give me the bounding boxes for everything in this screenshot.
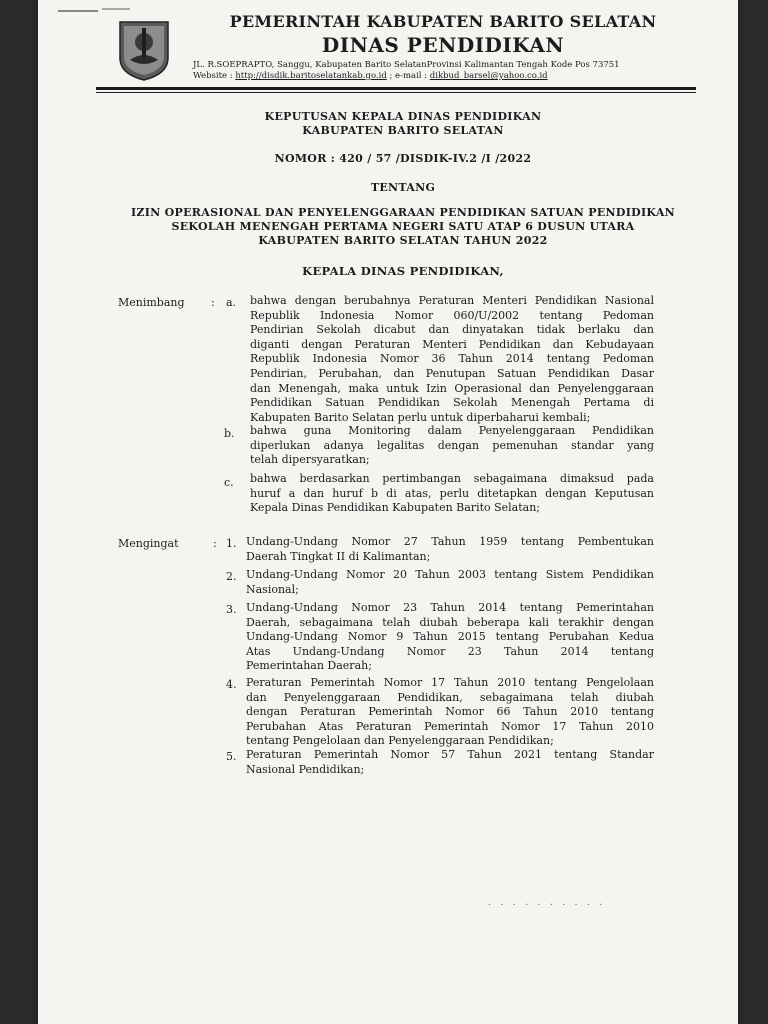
- text-line: telah dipersyaratkan;: [250, 453, 370, 467]
- mengingat-item: [246, 748, 654, 777]
- text-line: Pendidikan Satuan Pendidikan Sekolah Menengah Pertama di: [250, 396, 654, 410]
- menimbang-colon: :: [211, 296, 215, 309]
- menimbang-mark: b.: [224, 427, 235, 440]
- text-line: Pendirian, Perubahan, dan Penutupan Satuan Pendidikan Dasar: [250, 366, 654, 380]
- header-rule-thick: [96, 87, 696, 90]
- mengingat-mark: 5.: [226, 750, 237, 763]
- agency-name: DINAS PENDIDIKAN: [321, 33, 565, 57]
- document-page: [38, 0, 738, 1024]
- regency-emblem-logo: [118, 20, 170, 82]
- menimbang-item: [250, 294, 654, 425]
- text-line: Kepala Dinas Pendidikan Kabupaten Barito Selatan;: [250, 501, 541, 515]
- header-rule-thin: [96, 92, 696, 93]
- text-line: Undang-Undang Nomor 23 Tahun 2014 tentang Pemerintahan: [246, 601, 654, 614]
- mengingat-label: Mengingat: [118, 537, 179, 550]
- text-line: Kabupaten Barito Selatan perlu untuk diperbaharui kembali;: [250, 410, 591, 424]
- text-line: Nasional Pendidikan;: [246, 762, 365, 776]
- email-label: ; e-mail :: [386, 71, 430, 81]
- mengingat-item: [246, 601, 654, 674]
- text-line: Peraturan Pemerintah Nomor 57 Tahun 2021 tentang Standar: [246, 748, 654, 761]
- mengingat-item: [246, 676, 654, 749]
- text-line: diganti dengan Peraturan Menteri Pendidikan dan Kebudayaan: [250, 337, 654, 351]
- text-line: Pemerintahan Daerah;: [246, 659, 372, 673]
- text-line: Republik Indonesia Nomor 060/U/2002 tentang Pedoman: [250, 308, 654, 322]
- menimbang-mark: a.: [226, 296, 237, 309]
- text-line: Nasional;: [246, 582, 299, 596]
- agency-contact: [193, 71, 713, 82]
- mengingat-mark: 4.: [226, 678, 237, 691]
- agency-address: JL. R.SOEPRAPTO, Sanggu, Kabupaten Barito SelatanProvinsi Kalimantan Tengah Kode Pos 73751: [193, 60, 620, 70]
- text-line: diperlukan adanya legalitas dengan pemenuhan standar yang: [250, 438, 654, 452]
- mengingat-colon: :: [213, 537, 217, 550]
- menimbang-item: [250, 424, 654, 468]
- menimbang-mark: c.: [224, 476, 234, 489]
- text-line: dan Menengah, maka untuk Izin Operasional dan Penyelenggaraan: [250, 381, 654, 395]
- decree-subject: [98, 206, 708, 248]
- text-line: dengan Peraturan Pemerintah Nomor 66 Tahun 2010 tentang: [246, 705, 654, 719]
- text-line: Pendirian Sekolah dicabut dan dinyatakan tidak berlaku dan: [250, 323, 654, 337]
- menimbang-item: [250, 472, 654, 516]
- decree-about: TENTANG: [370, 181, 436, 194]
- website-link[interactable]: http://disdik.baritoselatankab.go.id: [235, 71, 387, 81]
- text-line: Perubahan Atas Peraturan Pemerintah Nomor 17 Tahun 2010: [246, 719, 654, 733]
- decree-subject-line: SEKOLAH MENENGAH PERTAMA NEGERI SATU ATAP 6 DUSUN UTARA: [171, 220, 635, 233]
- mengingat-item: [246, 535, 654, 564]
- text-line: Daerah Tingkat II di Kalimantan;: [246, 549, 431, 563]
- website-label: Website :: [193, 71, 236, 81]
- text-line: Undang-Undang Nomor 20 Tahun 2003 tentang Sistem Pendidikan: [246, 568, 654, 581]
- text-line: bahwa berdasarkan pertimbangan sebagaimana dimaksud pada: [250, 472, 654, 485]
- text-line: Daerah, sebagaimana telah diubah beberapa kali terakhir dengan: [246, 615, 654, 629]
- decree-title: KEPUTUSAN KEPALA DINAS PENDIDIKAN: [264, 110, 542, 123]
- text-line: Republik Indonesia Nomor 36 Tahun 2014 tentang Pedoman: [250, 352, 654, 366]
- decree-number: NOMOR : 420 / 57 /DISDIK-IV.2 /I /2022: [274, 152, 532, 165]
- email-link[interactable]: dikbud_barsel@yahoo.co.id: [429, 71, 548, 81]
- scan-artifact: [102, 8, 130, 10]
- text-line: dan Penyelenggaraan Pendidikan, sebagaimana telah diubah: [246, 690, 654, 704]
- text-line: Atas Undang-Undang Nomor 23 Tahun 2014 tentang: [246, 644, 654, 658]
- text-line: Undang-Undang Nomor 27 Tahun 1959 tentang Pembentukan: [246, 535, 654, 548]
- mengingat-mark: 3.: [226, 603, 237, 616]
- text-line: Peraturan Pemerintah Nomor 17 Tahun 2010 tentang Pengelolaan: [246, 676, 654, 689]
- text-line: bahwa guna Monitoring dalam Penyelenggaraan Pendidikan: [250, 424, 654, 437]
- menimbang-label: Menimbang: [118, 296, 185, 309]
- text-line: huruf a dan huruf b di atas, perlu ditetapkan dengan Keputusan: [250, 486, 654, 500]
- mengingat-mark: 1.: [226, 537, 237, 550]
- decree-subject-line: IZIN OPERASIONAL DAN PENYELENGGARAAN PENDIDIKAN SATUAN PENDIDIKAN: [130, 206, 676, 219]
- government-name: PEMERINTAH KABUPATEN BARITO SELATAN: [229, 12, 657, 31]
- decree-title-regency: KABUPATEN BARITO SELATAN: [302, 124, 504, 137]
- decree-subject-line: KABUPATEN BARITO SELATAN TAHUN 2022: [258, 234, 548, 247]
- decree-official: KEPALA DINAS PENDIDIKAN,: [302, 264, 504, 278]
- text-line: bahwa dengan berubahnya Peraturan Menteri Pendidikan Nasional: [250, 294, 654, 307]
- mengingat-item: [246, 568, 654, 597]
- scan-artifact: [58, 10, 98, 12]
- text-line: Undang-Undang Nomor 9 Tahun 2015 tentang Perubahan Kedua: [246, 630, 654, 644]
- page-continuation-marks: · · · · · · · · · ·: [488, 900, 606, 911]
- mengingat-mark: 2.: [226, 570, 237, 583]
- text-line: tentang Pengelolaan dan Penyelenggaraan Pendidikan;: [246, 734, 554, 748]
